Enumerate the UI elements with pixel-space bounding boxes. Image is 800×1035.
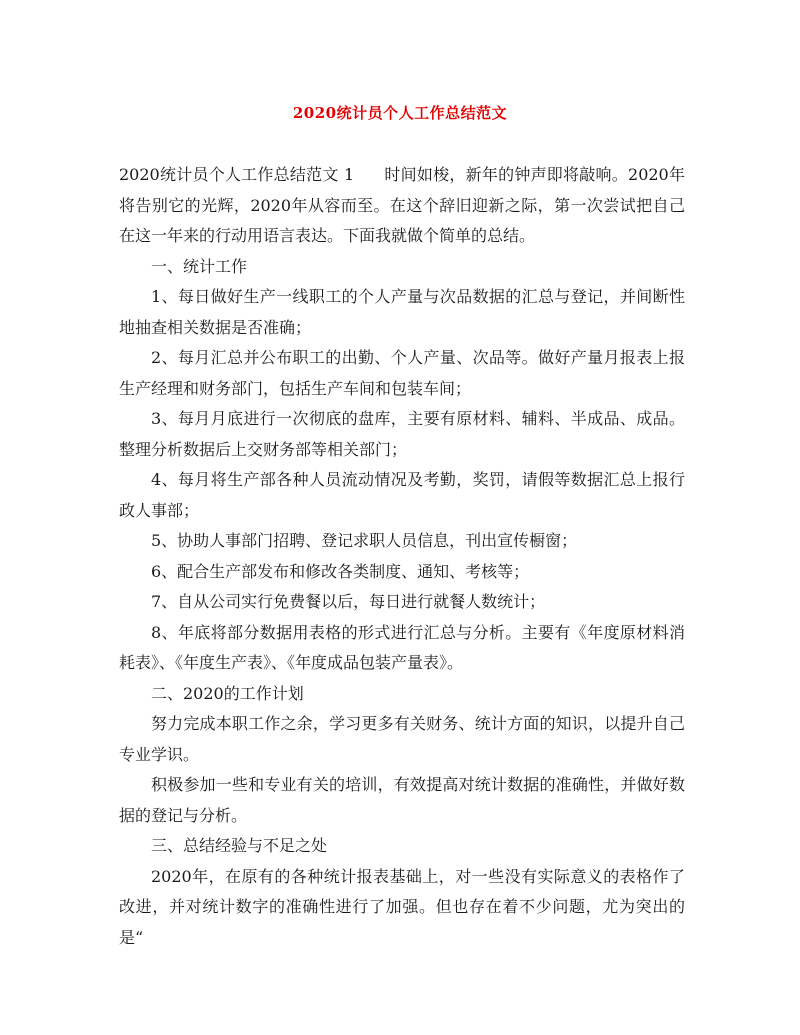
section2-paragraph: 努力完成本职工作之余，学习更多有关财务、统计方面的知识，以提升自己专业学识。	[119, 714, 685, 764]
section1-item: 1、每日做好生产一线职工的个人产量与次品数据的汇总与登记，并间断性地抽查相关数据是否准确；	[119, 287, 685, 337]
section1-item: 2、每月汇总并公布职工的出勤、个人产量、次品等。做好产量月报表上报生产经理和财务部门，包括生产车间和包装车间；	[119, 348, 685, 398]
section1-item: 6、配合生产部发布和修改各类制度、通知、考核等；	[151, 561, 530, 581]
section1-item: 7、自从公司实行免费餐以后，每日进行就餐人数统计；	[151, 592, 546, 611]
section3-paragraph: 2020年，在原有的各种统计报表基础上，对一些没有实际意义的表格作了改进，并对统计数字的准确性进行了加强。但也存在着不少问题，尤为突出的是“	[119, 866, 685, 947]
section2-paragraph: 积极参加一些和专业有关的培训，有效提高对统计数据的准确性，并做好数据的登记与分析。	[119, 775, 685, 825]
section1-item: 4、每月将生产部各种人员流动情况及考勤，奖罚，请假等数据汇总上报行政人事部；	[119, 470, 685, 520]
section1-item: 3、每月月底进行一次彻底的盘库，主要有原材料、辅料、半成品、成品。整理分析数据后上交财务部等相关部门；	[119, 409, 685, 459]
section3-heading: 三、总结经验与不足之处	[151, 836, 328, 855]
document-body	[119, 160, 685, 953]
document-title: 2020统计员个人工作总结范文	[292, 104, 508, 122]
section1-item: 5、协助人事部门招聘、登记求职人员信息，刊出宣传橱窗；	[151, 531, 578, 550]
section1-heading: 一、统计工作	[151, 256, 248, 276]
intro-body: 时间如梭，新年的钟声即将敲响。2020年将告别它的光辉，2020年从容而至。在这个辞旧迎新之际，第一次尝试把自己在这一年来的行动用语言表达。下面我就做个简单的总结。	[119, 165, 685, 245]
section1-item: 8、年底将部分数据用表格的形式进行汇总与分析。主要有《年度原材料消耗表》、《年度生产表》、《年度成品包装产量表》。	[119, 622, 685, 672]
intro-heading: 2020统计员个人工作总结范文 1	[119, 165, 355, 184]
intro-paragraph	[119, 160, 685, 252]
section2-heading: 二、2020的工作计划	[151, 683, 304, 703]
